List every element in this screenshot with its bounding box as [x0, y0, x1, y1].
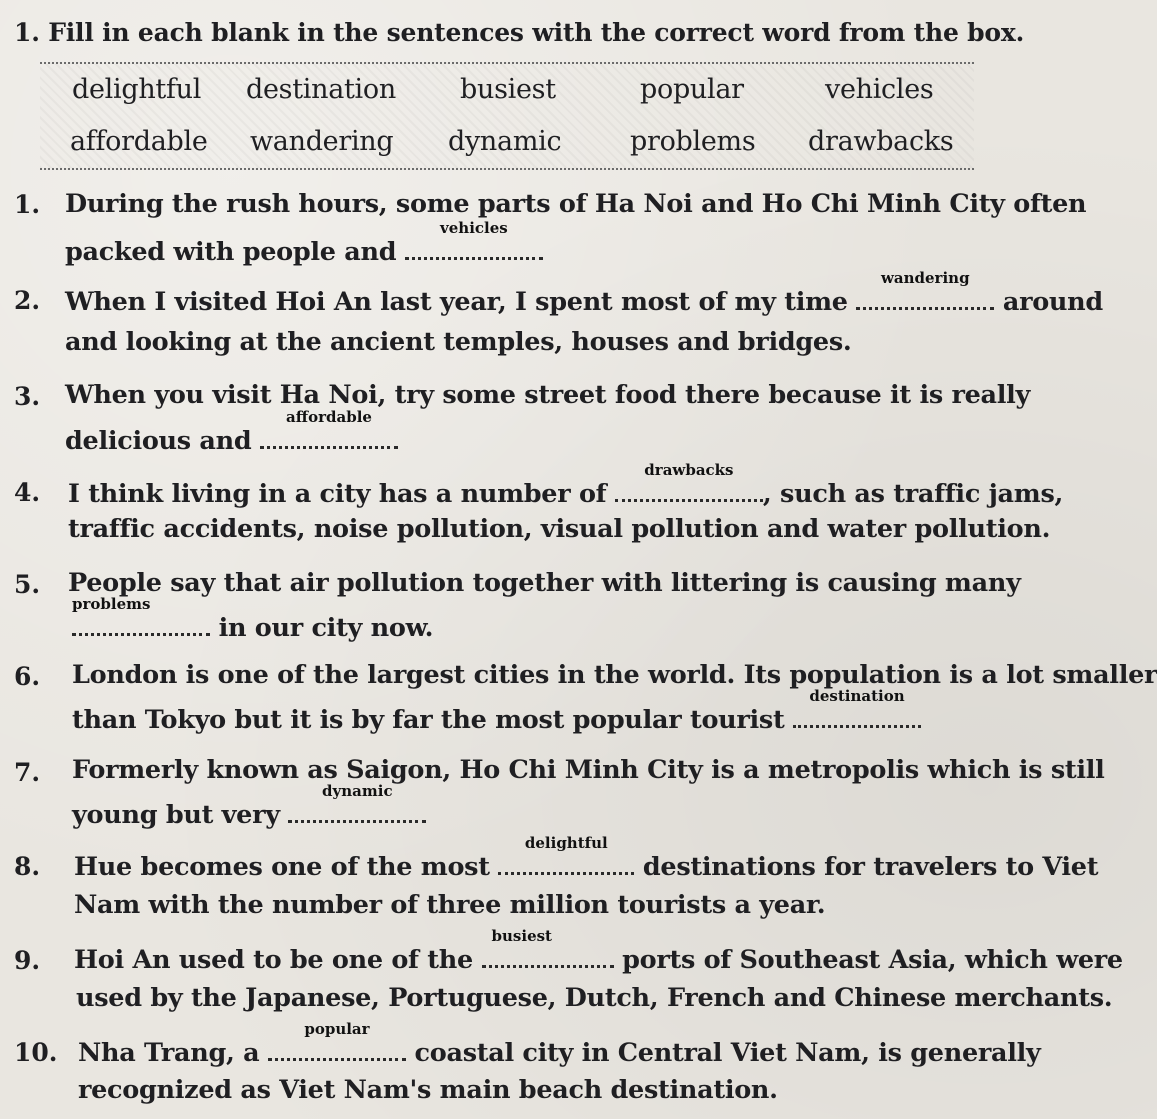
item-5-text-after: in our city now.: [218, 613, 434, 643]
item-number: 3.: [14, 382, 41, 411]
item-2-text-after: around: [1002, 287, 1103, 317]
item-6-line-1: London is one of the largest cities in the world. Its population is a lot smaller: [72, 660, 1157, 690]
item-7-line-2: [72, 782, 426, 830]
word-box-word: vehicles: [825, 74, 934, 105]
item-2-line-1: [65, 269, 1103, 317]
word-box-row-1: [40, 68, 974, 118]
item-5-line-2: [72, 595, 434, 643]
item-8-text-after: destinations for travelers to Viet: [642, 852, 1099, 882]
item-8-text: Hue becomes one of the most: [74, 852, 490, 882]
item-4-line-1: [68, 461, 1064, 509]
word-box-row-2: [40, 120, 974, 170]
answer-blank: [615, 461, 763, 502]
item-number: 10.: [14, 1038, 58, 1067]
item-10-line-1: [78, 1020, 1041, 1068]
item-number: 8.: [14, 852, 41, 881]
item-8-line-1: [74, 834, 1099, 882]
word-box-word: wandering: [250, 126, 394, 157]
item-3-text: delicious and: [65, 426, 252, 456]
word-box-word: dynamic: [448, 126, 562, 157]
answer-text: problems: [72, 595, 151, 613]
item-number: 7.: [14, 758, 41, 787]
item-number: 6.: [14, 662, 41, 691]
item-6-text: than Tokyo but it is by far the most popular tourist: [72, 705, 785, 735]
answer-blank: [498, 834, 634, 875]
item-9-line-1: [74, 927, 1123, 975]
item-7-text: young but very: [72, 800, 280, 830]
word-box-word: problems: [630, 126, 756, 157]
item-9-line-2: used by the Japanese, Portuguese, Dutch, French and Chinese merchants.: [76, 983, 1113, 1013]
word-box-word: busiest: [460, 74, 556, 105]
item-2-line-2: and looking at the ancient temples, houses and bridges.: [65, 327, 852, 357]
answer-text: drawbacks: [644, 461, 734, 479]
word-box-word: affordable: [70, 126, 208, 157]
answer-text: wandering: [880, 269, 970, 287]
word-box: [40, 62, 974, 170]
answer-blank: [260, 408, 398, 449]
item-6-line-2: [72, 687, 921, 735]
item-3-line-1: When you visit Ha Noi, try some street food there because it is really: [65, 380, 1031, 410]
item-number: 2.: [14, 286, 41, 315]
item-number: 9.: [14, 946, 41, 975]
item-10-line-2: recognized as Viet Nam's main beach destination.: [78, 1075, 778, 1105]
answer-text: destination: [809, 687, 905, 705]
answer-text: delightful: [524, 834, 608, 852]
answer-blank: [405, 219, 543, 260]
answer-blank: [482, 927, 614, 968]
item-9-text-after: ports of Southeast Asia, which were: [622, 945, 1123, 975]
item-2-text: When I visited Hoi An last year, I spent most of my time: [65, 287, 848, 317]
item-number: 4.: [14, 478, 41, 507]
word-box-word: delightful: [72, 74, 202, 105]
exercise-heading: 1. Fill in each blank in the sentences with the correct word from the box.: [14, 18, 1025, 47]
answer-blank: [288, 782, 426, 823]
item-8-line-2: Nam with the number of three million tourists a year.: [74, 890, 826, 920]
item-4-text: I think living in a city has a number of: [68, 479, 607, 509]
item-10-text: Nha Trang, a: [78, 1038, 260, 1068]
answer-text: vehicles: [440, 219, 508, 237]
item-4-line-2: traffic accidents, noise pollution, visual pollution and water pollution.: [68, 514, 1051, 544]
item-1-text: packed with people and: [65, 237, 397, 267]
item-9-text: Hoi An used to be one of the: [74, 945, 473, 975]
item-1-line-1: During the rush hours, some parts of Ha Noi and Ho Chi Minh City often: [65, 189, 1087, 219]
item-number: 5.: [14, 570, 41, 599]
word-box-word: destination: [246, 74, 396, 105]
item-number: 1.: [14, 190, 41, 219]
item-5-line-1: People say that air pollution together with littering is causing many: [68, 568, 1021, 598]
item-1-line-2: [65, 219, 543, 267]
item-10-text-after: coastal city in Central Viet Nam, is generally: [414, 1038, 1041, 1068]
answer-blank: [856, 269, 994, 310]
item-4-text-after: , such as traffic jams,: [762, 479, 1064, 509]
word-box-word: popular: [640, 74, 744, 105]
answer-text: dynamic: [322, 782, 393, 800]
item-7-line-1: Formerly known as Saigon, Ho Chi Minh City is a metropolis which is still: [72, 755, 1105, 785]
answer-blank: [72, 595, 210, 636]
answer-text: affordable: [286, 408, 372, 426]
answer-blank: [793, 687, 921, 728]
word-box-word: drawbacks: [808, 126, 954, 157]
answer-blank: [268, 1020, 406, 1061]
answer-text: busiest: [491, 927, 552, 945]
item-3-line-2: [65, 408, 398, 456]
answer-text: popular: [304, 1020, 370, 1038]
